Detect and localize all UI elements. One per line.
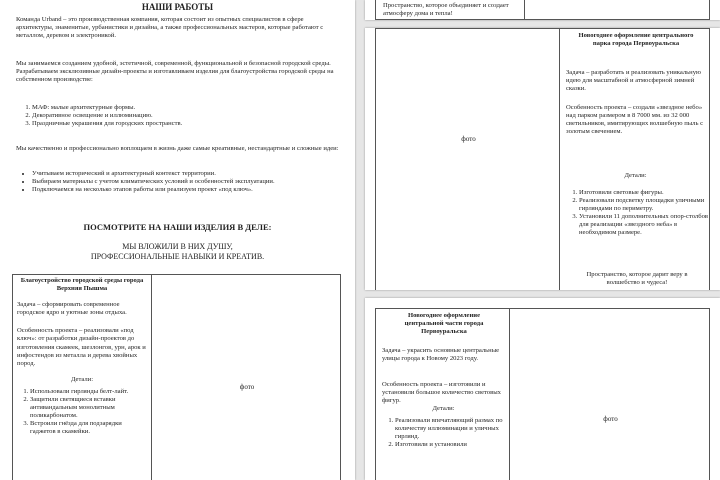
closing-text: Пространство, которое дарит веру в волшебство и чудеса!: [586, 271, 688, 287]
text-cell: [375, 0, 525, 20]
project-feature: Особенность проекта – изготовили и установили большое количество световых фигур.: [382, 381, 501, 405]
details-label: Детали:: [70, 375, 94, 383]
photo-cell: [375, 28, 560, 290]
details-list: [566, 189, 711, 238]
details-label: Детали:: [432, 405, 455, 412]
intro-paragraph-3: Мы качественно и профессионально воплощаем в жизнь даже самые креативные, нестандартные и сложные идеи:: [16, 145, 339, 152]
intro-paragraph-1: Команда Urband – это производственная компания, которая состоит из опытных специалистов в сфере архитектуры, знаменитые, урбанистики и дизайна, а также профессиональных мастеров, которые работают с металлом, деревом и электроникой.: [16, 16, 324, 40]
list-item: 2. Реализовали подсветку площадки уличными гирляндами по периметру.: [579, 197, 711, 213]
document-page-1: [0, 0, 355, 480]
list-item: • Выбираем материалы с учетом климатических условий и особенностей эксплуатации.: [32, 178, 352, 186]
list-item: 2. Защитили светящиеся вставки антивандальным монолитным поликарбонатом.: [30, 396, 147, 420]
photo-cell: [524, 0, 710, 20]
project-feature: Особенность проекта – реализовали «под ключ»: от разработки дизайн-проектов до изготовления скамеек, шезлонгов, урн, арок и инфостендов из металла и дерева хвойных пород.: [17, 327, 146, 367]
details-label: Детали:: [624, 172, 647, 179]
list-item: 2. Декоративное освещение и иллюминацию.: [32, 112, 352, 120]
slogan-line-2: ПРОФЕССИОНАЛЬНЫЕ НАВЫКИ И КРЕАТИВ.: [90, 252, 265, 261]
project-task: Задача – украсить основные центральные улицы города к Новому 2023 году.: [382, 347, 500, 363]
photo-placeholder: фото: [239, 383, 255, 391]
list-item: 3. Праздничные украшения для городских пространств.: [32, 120, 352, 128]
list-item: 1. Изготовили световые фигуры.: [579, 189, 711, 197]
project-title: Новогоднее оформление центральной части города Первоуральска: [404, 312, 484, 336]
page-title: НАШИ РАБОТЫ: [141, 2, 214, 12]
list-item: • Подключаемся на несколько этапов работы или реализуем проект «под ключ».: [32, 186, 352, 194]
project-photo-cell: [151, 274, 341, 480]
slogan-line-1: МЫ ВЛОЖИЛИ В НИХ ДУШУ,: [122, 242, 233, 251]
document-page-3: [365, 28, 720, 290]
list-item: 3. Установили 11 дополнительных опор-столбов для реализации «звездного неба» в необходимом размере.: [579, 213, 711, 237]
closing-text: Пространство, которое объединяет и создает атмосферу дома и тепла!: [383, 2, 509, 18]
document-page-4: [365, 298, 720, 480]
intro-paragraph-2: Мы занимаемся созданием удобной, эстетичной, современной, функциональной и безопасной городской среды. Разрабатываем эксклюзивные дизайн-проекты и изготавливаем изделия для благоустройства городской среды на собственном производстве:: [16, 60, 334, 84]
project-title: Новогоднее оформление центрального парка города Первоуральска: [578, 32, 694, 48]
project-task: Задача – разработать и реализовать уникальную идею для масштабной и атмосферной зимней сказки.: [566, 69, 701, 93]
approach-list: [19, 170, 352, 194]
list-item: 2. Изготовили и установили: [395, 441, 513, 449]
section-heading: ПОСМОТРИТЕ НА НАШИ ИЗДЕЛИЯ В ДЕЛЕ:: [83, 222, 272, 232]
project-feature: Особенность проекта – создали «звездное небо» над парком размером в 8 7000 мм. из 32 000 светильников, имитирующих волшебную пыль с золотым свечением.: [566, 104, 704, 136]
document-page-2: [365, 0, 720, 20]
project-description-cell: [375, 308, 510, 480]
products-list: [19, 104, 352, 128]
details-list: [13, 388, 151, 437]
project-task: Задача – сформировать современное городское ядро и уютные зоны отдыха.: [17, 301, 127, 317]
list-item: 3. Встроили гнёзда для подзарядки гаджетов в скамейки.: [30, 420, 147, 436]
photo-placeholder: фото: [603, 415, 618, 423]
project-title: Благоустройство городской среды города Верхняя Пышма: [20, 277, 144, 293]
list-item: 1. Реализовали впечатляющий размах по количеству иллюминации и уличных гирлянд.: [395, 417, 513, 441]
photo-placeholder: фото: [461, 135, 476, 143]
list-item: 1. Использовали гирлянды белт-лайт.: [30, 388, 147, 396]
project-description-cell: [559, 28, 710, 290]
list-item: 1. МАФ: малые архитектурные формы.: [32, 104, 352, 112]
project-description-cell: [12, 274, 152, 480]
details-list: [382, 417, 513, 449]
photo-cell: [509, 308, 710, 480]
list-item: • Учитываем исторический и архитектурный контекст территории.: [32, 170, 352, 178]
